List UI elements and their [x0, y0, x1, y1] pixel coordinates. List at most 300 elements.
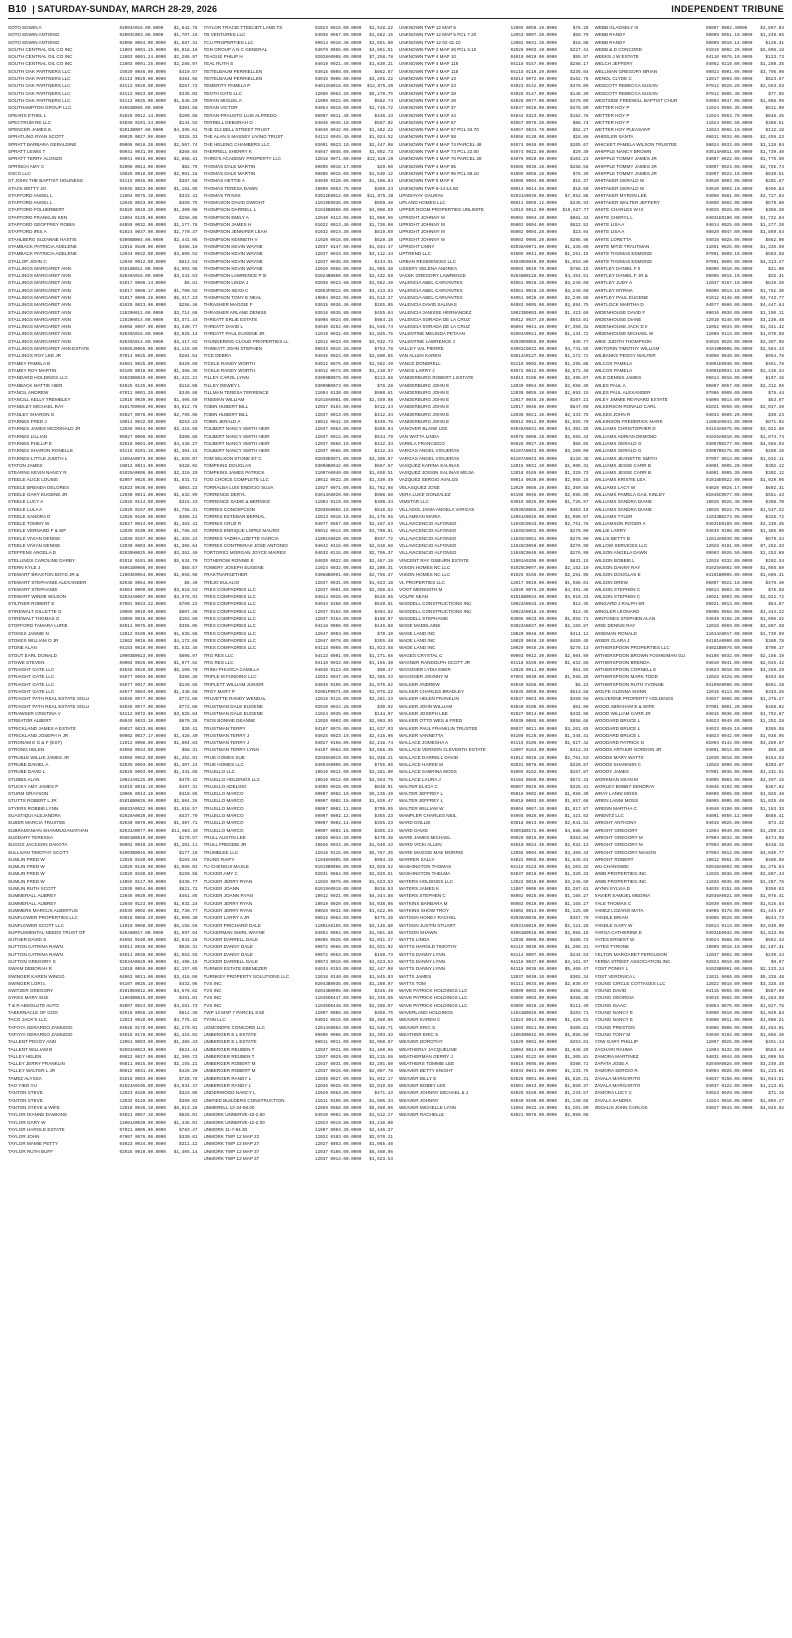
- parcel-number: 10016 0011.00.0000: [315, 770, 362, 776]
- amount-due: $2,093.15: [564, 390, 589, 396]
- listing-row: [399, 1024, 589, 1031]
- listing-row: [8, 447, 198, 454]
- listing-row: [399, 279, 589, 286]
- listing-row: [595, 761, 785, 768]
- parcel-number: 02049A016.00.0000: [119, 332, 164, 338]
- parcel-number: 07007 0076.00.0000: [119, 1135, 166, 1141]
- listing-row: [595, 60, 785, 67]
- parcel-number: 12030 0018.00.0000: [706, 755, 753, 761]
- parcel-number: 12036 0026.00.0000: [315, 1084, 362, 1090]
- parcel-number: 12022 0018.00.0000: [706, 981, 753, 987]
- amount-due: $1,341.65: [173, 770, 198, 776]
- owner-name: TEITELBAUM PERRIELLEN: [203, 76, 263, 82]
- owner-name: TRUJILLO MARCO: [203, 813, 244, 819]
- listing-row: [595, 82, 785, 89]
- parcel-number: 03007 0024.10.0000: [706, 171, 753, 177]
- owner-name: WILLIAMS PAMELA GAIL KINLEY: [594, 492, 665, 497]
- parcel-number: 12060 0062.20.0000: [315, 91, 362, 97]
- amount-due: $2,022.72: [760, 595, 784, 601]
- owner-name: WILLIAMS TYLER: [594, 513, 633, 519]
- owner-name: TERAN-FRAUSTO LUIS ALFREDO: [203, 112, 277, 118]
- parcel-number: 02038 0023.50.0000: [315, 281, 362, 287]
- owner-name: STRICKLAND JOSEPH H JR: [8, 732, 69, 738]
- owner-name: UNKNOWN TWP 4 MAP 10: [399, 54, 456, 60]
- owner-name: STEWART STEPHANIE: [8, 586, 58, 592]
- owner-name: TUCKER PRICHARD DALE: [203, 922, 261, 928]
- amount-due: $1,655.71: [564, 617, 589, 623]
- parcel-number: 04050 0082.00.0000: [706, 201, 753, 207]
- amount-due: $3,201.00: [564, 1105, 589, 1111]
- listing-row: [399, 907, 589, 914]
- owner-name: WATSON JUSTIN STUART: [399, 922, 456, 928]
- listing-row: [399, 258, 589, 265]
- parcel-number: 04008 0024.00.0000: [315, 317, 362, 323]
- parcel-number: 04005 0026.00.0000: [315, 784, 362, 790]
- owner-name: WOOD ABRAHAM E & WIFE: [594, 703, 655, 709]
- amount-due: $335.03: [179, 91, 198, 97]
- amount-due: $3,200.00: [564, 449, 589, 455]
- parcel-number: 02039H0025.00.0000: [119, 551, 166, 557]
- page-header: [8, 4, 784, 19]
- owner-name: WILES PAUL ALEXANDER: [594, 389, 651, 395]
- listing-row: [8, 710, 198, 717]
- amount-due: $5,460.96: [369, 1105, 393, 1111]
- listing-row: [595, 104, 785, 111]
- listing-row: [204, 878, 394, 885]
- amount-due: $582.74: [374, 98, 393, 104]
- owner-name: THOMPSON KENNETH V: [203, 236, 258, 242]
- listing-row: [595, 243, 785, 250]
- listing-row: [595, 878, 785, 885]
- amount-due: $3,128.94: [760, 142, 784, 148]
- parcel-number: 12032 0110.00.0000: [119, 1098, 166, 1104]
- amount-due: $1,385.90: [760, 529, 784, 535]
- amount-due: $1,422.21: [173, 376, 198, 382]
- parcel-number: 02048B017.00.0000: [119, 930, 164, 936]
- owner-name: WILD DENNIS JAMES: [594, 375, 642, 381]
- owner-name: WEAVER DOROTHY: [399, 1039, 443, 1045]
- owner-name: TRUSTMAN DALE EUGENE: [203, 710, 263, 716]
- amount-due: $59.10: [768, 748, 784, 754]
- parcel-number: 12022 0018.00.0000: [510, 879, 557, 885]
- amount-due: $3,625.84: [173, 711, 198, 717]
- parcel-number: 12045 0023.00.0000: [119, 201, 166, 207]
- amount-due: $1,249.65: [760, 33, 784, 39]
- parcel-number: 04010 0003.00.0000: [706, 179, 753, 185]
- parcel-number: 11011 0106.00.0000: [315, 1098, 362, 1104]
- parcel-number: 12026 0011.00.0000: [510, 668, 557, 674]
- amount-due: $476.09: [570, 106, 589, 112]
- parcel-number: 04037 0028.00.0000: [510, 106, 557, 112]
- listing-row: [595, 506, 785, 513]
- owner-name: SOUTH OAK PARTNERS LLC: [8, 68, 71, 74]
- parcel-number: 01023 0036.00.0000: [119, 485, 166, 491]
- owner-name: VELASQUEZ JOSE: [399, 484, 440, 490]
- listing-row: [399, 192, 589, 199]
- owner-name: WHITAKER GERALD W: [594, 185, 645, 191]
- parcel-number: 04118 0002.00.0000: [510, 361, 557, 367]
- owner-name: WILLIAMS JEANETTE SMITH: [594, 455, 657, 461]
- parcel-number: 10012 0041.00.0000: [119, 463, 166, 469]
- listing-row: [595, 980, 785, 987]
- parcel-number: 04062 0110.00.0000: [706, 62, 753, 68]
- amount-due: $1,732.84: [760, 215, 784, 221]
- listing-row: [204, 163, 394, 170]
- listing-row: [8, 600, 198, 607]
- amount-due: $2,339.35: [760, 522, 784, 528]
- amount-due: $1,076.41: [760, 894, 784, 900]
- parcel-number: 11024 0032.00.0000: [315, 565, 362, 571]
- owner-name: STRAIGHT GATE LLC: [8, 681, 55, 687]
- owner-name: TOBIN HUBERT BILL: [203, 404, 249, 410]
- owner-name: SULLIVAN TIMOTHY SCOTT: [8, 849, 69, 855]
- parcel-number: 02027 0014.00.0000: [510, 711, 557, 717]
- parcel-number: 11020H011.00.0000: [119, 310, 164, 316]
- amount-due: $118.08: [179, 383, 198, 389]
- amount-due: $177.16: [179, 850, 198, 856]
- parcel-number: 08020 0047.00.0000: [706, 230, 753, 236]
- parcel-number: 06007 0026.00.0000: [510, 784, 557, 790]
- owner-name: UNKNOWN TWP 8 MAP 8: [399, 178, 454, 184]
- owner-name: VARGAS ANGEL VIGUERAS: [399, 448, 460, 454]
- amount-due: $3,203.42: [564, 865, 589, 871]
- owner-name: WILLIAMS GERALD G: [594, 448, 642, 454]
- amount-due: $5,634.70: [173, 558, 198, 564]
- amount-due: $1,053.86: [564, 259, 589, 265]
- owner-name: STEELE VERNARD F & WF: [8, 528, 67, 534]
- listing-row: [399, 564, 589, 571]
- amount-due: $1,632.55: [564, 660, 589, 666]
- listing-row: [204, 425, 394, 432]
- parcel-number: 10020 0048.10.0000: [510, 638, 557, 644]
- listing-row: [595, 593, 785, 600]
- parcel-number: 01019 0002.20.0000: [706, 47, 753, 53]
- owner-name: TALLENT PEGGY ANN: [8, 1039, 56, 1045]
- parcel-number: 02031 0078.00.0000: [510, 762, 557, 768]
- listing-row: [399, 549, 589, 556]
- owner-name: VIMSTAR LLC: [399, 499, 429, 505]
- parcel-number: 10012 0042.20.0000: [315, 420, 362, 426]
- parcel-number: 12010 0050.00.0000: [119, 967, 166, 973]
- listing-row: [399, 1053, 589, 1060]
- amount-due: $583.44: [765, 1047, 784, 1053]
- amount-due: $3,416.06: [173, 974, 198, 980]
- parcel-number: 01017 0006.17.0000: [119, 288, 166, 294]
- parcel-number: 04021B0076.00.0000: [706, 646, 753, 652]
- amount-due: $2,727.83: [760, 193, 784, 199]
- listing-row: [399, 579, 589, 586]
- amount-due: $278.13: [570, 646, 589, 652]
- owner-name: TUCKER JOANN: [203, 886, 240, 892]
- owner-name: UNMORK 11-7-94.30: [203, 1126, 248, 1132]
- listing-row: [595, 345, 785, 352]
- listing-row: [204, 345, 394, 352]
- listing-row: [204, 199, 394, 206]
- parcel-number: 10014 0032.00.0000: [119, 420, 166, 426]
- owner-name: TAYLOR TRACIE TTEE/JDT LAND TS: [203, 25, 283, 30]
- listing-row: [595, 155, 785, 162]
- listing-row: [595, 637, 785, 644]
- amount-due: $3,600.85: [369, 354, 393, 360]
- amount-due: $1,635.68: [173, 631, 198, 637]
- parcel-number: 05061B0010.00.0000: [119, 835, 166, 841]
- listing-row: [595, 739, 785, 746]
- parcel-number: 12028 0332.00.0000: [706, 558, 753, 564]
- parcel-number: 06011 0015.00.0000: [119, 1062, 166, 1068]
- owner-name: THOMPSON SEAN C: [203, 287, 249, 293]
- listing-row: [204, 783, 394, 790]
- listing-row: [595, 900, 785, 907]
- parcel-number: 12037 0154.00.0000: [315, 405, 362, 411]
- owner-name: UNKNOWN TWP 4 MAP 57 PCL 34.70: [399, 127, 479, 133]
- parcel-number: 04040 0042.00.0000: [315, 128, 362, 134]
- amount-due: $76.44: [768, 390, 784, 396]
- listing-row: [204, 557, 394, 564]
- owner-name: UMBERGER RANDY L: [203, 1083, 252, 1089]
- listing-row: [204, 498, 394, 505]
- owner-name: SPENCER JAMES E.: [8, 127, 53, 133]
- amount-due: $3,201.65: [564, 726, 589, 732]
- listing-row: [8, 1111, 198, 1118]
- parcel-number: 11004A0073.00.0000: [119, 456, 166, 462]
- owner-name: TOLBERT NANCY SMITH HEIR: [203, 448, 270, 454]
- amount-due: $308.88: [179, 434, 198, 440]
- listing-row: [204, 316, 394, 323]
- parcel-number: 02038A0071.00.0000: [510, 244, 557, 250]
- owner-name: STEARNS KEVIN NANCY R: [8, 470, 67, 476]
- listing-row: [399, 199, 589, 206]
- parcel-number: 04031E0032.00.0000: [706, 930, 753, 936]
- amount-due: $2,001.18: [173, 171, 198, 177]
- amount-due: $365.58: [765, 726, 784, 732]
- parcel-number: 04051 0028.10.0000: [510, 295, 557, 301]
- parcel-number: 03001C0032.00.0000: [510, 347, 557, 353]
- listing-row: [595, 608, 785, 615]
- parcel-number: 01025 0156.00.0000: [510, 573, 557, 579]
- owner-name: STAMBACK PATRICIA ADELENE: [8, 243, 77, 249]
- parcel-number: 04118 0157.00.0000: [510, 62, 557, 68]
- owner-name: WHEELER SANTA: [594, 134, 634, 140]
- owner-name: WALTER WILLIAM W: [399, 805, 444, 811]
- owner-name: STATON JAMES: [8, 462, 43, 468]
- owner-name: STEELE SANDRA D: [8, 513, 51, 519]
- amount-due: $346.49: [374, 989, 393, 995]
- listing-row: [399, 338, 589, 345]
- amount-due: $3,215.56: [369, 1054, 393, 1060]
- amount-due: $1,682.15: [369, 33, 393, 39]
- listing-row: [595, 630, 785, 637]
- parcel-number: 11004B0015.00.0000: [119, 996, 166, 1002]
- owner-name: TUCKER JERRY RYAN: [203, 878, 253, 884]
- amount-due: $303.87: [765, 762, 784, 768]
- owner-name: SSCG LLC: [8, 170, 31, 176]
- listing-row: [595, 112, 785, 119]
- amount-due: $308.61: [570, 1025, 589, 1031]
- listing-row: [399, 951, 589, 958]
- listing-row: [204, 1104, 394, 1111]
- parcel-number: 04021 0078.00.0000: [510, 1113, 557, 1119]
- amount-due: $1,000.30: [173, 916, 198, 922]
- owner-name: WU CHANGWEI: [594, 864, 629, 870]
- listing-row: [204, 571, 394, 578]
- amount-due: $700.23: [179, 602, 198, 608]
- listing-row: [399, 133, 589, 140]
- parcel-number: 03008B004.00.0000: [119, 237, 164, 243]
- amount-due: $1,516.84: [760, 901, 784, 907]
- parcel-number: 12037 0034.00.0000: [315, 252, 362, 258]
- owner-name: TORRES YADIRA LIZETTE GARCIA: [203, 535, 279, 541]
- parcel-number: 03023A0037.00.0000: [510, 624, 557, 630]
- listing-row: [8, 46, 198, 53]
- listing-row: [399, 352, 589, 359]
- amount-due: $1,341.42: [760, 325, 784, 331]
- parcel-number: 05033 0016.20.0000: [315, 347, 362, 353]
- owner-name: TOMPKINS DOUGLAS: [203, 462, 252, 468]
- amount-due: $814.36: [179, 1011, 198, 1017]
- parcel-number: 04106 0032.00.0000: [706, 653, 753, 659]
- listing-row: [595, 622, 785, 629]
- parcel-number: 11003 0001.24.0000: [119, 55, 166, 61]
- owner-name: SUGGS JACKSON DAKOTA: [8, 842, 68, 848]
- listing-row: [399, 863, 589, 870]
- amount-due: $1,025.48: [760, 792, 784, 798]
- parcel-number: 04040 0190.00.0000: [510, 1098, 557, 1104]
- owner-name: STREATOR ALBERT: [8, 718, 52, 724]
- parcel-number: 11033B0274.00.0000: [706, 514, 753, 520]
- owner-name: WORLEY BOBBY DENDRAY: [594, 783, 655, 789]
- amount-due: $3,201.50: [369, 1062, 393, 1068]
- listing-row: [595, 1031, 785, 1038]
- listing-row: [204, 1009, 394, 1016]
- listing-row: [399, 185, 589, 192]
- amount-due: $2,761.53: [564, 755, 589, 761]
- amount-due: $30.92: [377, 704, 393, 710]
- parcel-number: 02019 0001.00.0000: [119, 441, 166, 447]
- owner-name: WRIGHT GREGORY MASON: [594, 849, 656, 855]
- amount-due: $2,804.28: [173, 799, 198, 805]
- parcel-number: 12020 0086.10.0000: [510, 485, 557, 491]
- owner-name: STANBACK MATTIE HIER: [8, 382, 63, 388]
- amount-due: $4,119.69: [173, 347, 198, 353]
- listing-row: [8, 1119, 198, 1126]
- parcel-number: 11041B0026.00.0000: [510, 1011, 557, 1017]
- owner-name: WOLVERINE PROPERTY HOLDINGS: [594, 696, 674, 702]
- owner-name: STURM GRAYSON: [8, 791, 49, 797]
- owner-name: TORRALBA LUIS ENDICIO SILVA: [203, 484, 274, 490]
- owner-name: SUMLIN RUTH SCOTT: [8, 886, 57, 892]
- amount-due: $4,708.81: [369, 529, 393, 535]
- owner-name: VASQUEZ KARINA SALINAS: [399, 462, 460, 468]
- amount-due: $2,903.55: [369, 719, 393, 725]
- owner-name: WADDELL CONSTRUCTIONS INC: [399, 608, 472, 614]
- owner-name: WOODARD PATRICK D: [594, 740, 645, 746]
- listing-row: [399, 1016, 589, 1023]
- listing-row: [595, 382, 785, 389]
- listing-row: [204, 221, 394, 228]
- parcel-number: 11020H014.00.0000: [119, 317, 164, 323]
- listing-row: [8, 994, 198, 1001]
- owner-name: TRUJILLO MARCO: [203, 805, 244, 811]
- owner-name: TUCKER LARRY A JR: [203, 915, 250, 921]
- owner-name: WEAVER RACHELLE: [399, 1112, 445, 1118]
- amount-due: $315.43: [179, 500, 198, 506]
- parcel-number: 01025A0082.00.0000: [706, 565, 753, 571]
- owner-name: TUCKER JERRY RYAN: [203, 900, 253, 906]
- amount-due: $624.44: [179, 1047, 198, 1053]
- amount-due: $2,309.73: [173, 1054, 198, 1060]
- amount-due: $8,813.28: [173, 1105, 198, 1111]
- listing-row: [399, 382, 589, 389]
- parcel-number: 06002 0025.00.0000: [510, 894, 557, 900]
- owner-name: WILSON DANNY RAY: [594, 564, 641, 570]
- amount-due: $2,333.75: [564, 412, 589, 418]
- amount-due: $1,845.03: [369, 974, 393, 980]
- amount-due: $861.18: [765, 682, 784, 688]
- listing-row: [595, 922, 785, 929]
- parcel-number: 03001B0172.00.0000: [510, 828, 557, 834]
- parcel-number: 10004 0032.00.0000: [315, 295, 362, 301]
- parcel-number: 03007B0277.00.0000: [706, 441, 753, 447]
- parcel-number: 12037 0167.10.0000: [706, 281, 753, 287]
- listing-row: [204, 279, 394, 286]
- owner-name: STANDLEY MICHAEL RAY: [8, 404, 64, 410]
- parcel-number: 12020 0068.00.0000: [315, 266, 362, 272]
- amount-due: $1,259.23: [760, 828, 784, 834]
- listing-row: [399, 155, 589, 162]
- parcel-number: 04030 0101.24.0000: [119, 120, 166, 126]
- owner-name: WOOD WILLIAM CARR JR: [594, 710, 651, 716]
- listing-row: [399, 739, 589, 746]
- parcel-number: 05002 0004.00.0000: [510, 223, 557, 229]
- owner-name: TORTORICI MORGAN JOYCE MAIRES: [203, 550, 286, 556]
- owner-name: WAGNER RANDOLPH SCOTT JR: [399, 659, 470, 665]
- listing-row: [8, 630, 198, 637]
- amount-due: $1,277.20: [760, 223, 784, 229]
- parcel-number: 04014 0028.00.0000: [119, 945, 166, 951]
- listing-row: [8, 155, 198, 162]
- amount-due: $1,977.52: [173, 660, 198, 666]
- amount-due: $403.19: [570, 507, 589, 513]
- amount-due: $2,795.98: [173, 412, 198, 418]
- amount-due: $4,172.68: [173, 638, 198, 644]
- owner-name: TURNKEY PROPERTY SOLUTIONS LLC: [203, 973, 290, 979]
- listing-row: [204, 258, 394, 265]
- owner-name: SUNFLOWER PROPERTIES LLC: [8, 915, 78, 921]
- listing-row: [399, 425, 589, 432]
- amount-due: $3,455.22: [369, 77, 393, 83]
- amount-due: $2,796.37: [369, 551, 393, 557]
- listing-row: [8, 1024, 198, 1031]
- amount-due: $4,454.51: [564, 274, 589, 280]
- parcel-number: 12029 0063.00.0000: [315, 1091, 362, 1097]
- amount-due: $1,156.38: [369, 660, 393, 666]
- listing-row: [595, 46, 785, 53]
- amount-due: $1,548.74: [369, 325, 393, 331]
- owner-name: WATERS JAMES K: [399, 886, 440, 892]
- parcel-number: 10012 0021.00.0000: [315, 894, 362, 900]
- amount-due: $368.94: [179, 150, 198, 156]
- parcel-number: 04072 0012.00.0000: [510, 368, 557, 374]
- owner-name: TILLMAN TERESA TERRENCE: [203, 389, 269, 395]
- parcel-number: 09003 0012.30.0000: [510, 653, 557, 659]
- amount-due: $1,376.27: [760, 697, 784, 703]
- amount-due: $276.90: [570, 529, 589, 535]
- listing-row: [8, 221, 198, 228]
- owner-name: WENDL CLYDE C: [594, 76, 632, 82]
- owner-name: WILLIE LARRY: [594, 528, 627, 534]
- amount-due: $819.38: [765, 281, 784, 287]
- listing-row: [204, 695, 394, 702]
